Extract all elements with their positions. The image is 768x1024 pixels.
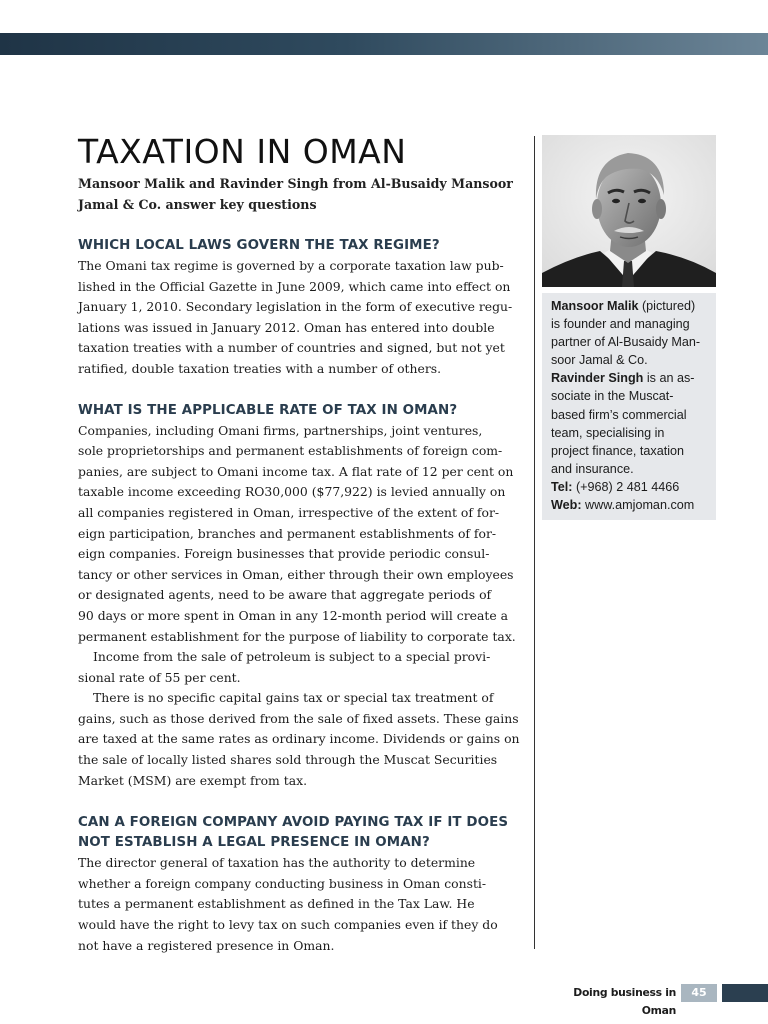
bio-name: Mansoor Malik	[551, 299, 639, 313]
section-question	[78, 401, 526, 421]
tel-value: (+968) 2 481 4466	[572, 479, 680, 494]
text-line: sional rate of 55 per cent.	[78, 669, 241, 685]
answer-paragraph	[78, 647, 526, 688]
text-line: or designated agents, need to be aware that aggregate periods of	[78, 587, 492, 603]
text-line: whether a foreign company conducting business in Oman consti-	[78, 875, 487, 891]
text-line: eign companies. Foreign businesses that provide periodic consul-	[78, 546, 490, 562]
qa-section-legal-presence	[78, 813, 526, 956]
author-photo	[542, 135, 716, 287]
text-line: lished in the Official Gazette in June 2009, which came into effect on	[78, 278, 511, 294]
text-line: gains, such as those derived from the sale of fixed assets. These gains	[78, 710, 519, 726]
text-line: Market (MSM) are exempt from tax.	[78, 772, 308, 788]
text-line: The director general of taxation has the authority to determine	[78, 855, 476, 871]
bio-text: based firm’s commercial	[551, 407, 687, 422]
answer-paragraph	[78, 688, 526, 791]
question-line: WHAT IS THE APPLICABLE RATE OF TAX IN OMAN?	[78, 402, 458, 418]
section-question	[78, 813, 526, 853]
text-line: lations was issued in January 2012. Oman has entered into double	[78, 319, 495, 335]
portrait-illustration	[542, 135, 716, 287]
text-line: the sale of locally listed shares sold through the Muscat Securities	[78, 752, 498, 768]
bio-text: partner of Al-Busaidy Man-	[551, 335, 701, 350]
text-line: 90 days or more spent in Oman in any 12-month period will create a	[78, 607, 509, 623]
bio-text: sociate in the Muscat-	[551, 389, 674, 404]
text-line: panies, are subject to Omani income tax. A flat rate of 12 per cent on	[78, 463, 514, 479]
text-line: eign participation, branches and permanent establishments of for-	[78, 525, 497, 541]
text-line: are taxed at the same rates as ordinary income. Dividends or gains on	[78, 731, 520, 747]
question-line: NOT ESTABLISH A LEGAL PRESENCE IN OMAN?	[78, 835, 430, 851]
page-number: 45	[681, 984, 717, 1002]
bio-text: soor Jamal & Co.	[551, 353, 648, 368]
bio-text: and insurance.	[551, 461, 634, 476]
bio-singh	[551, 369, 708, 478]
bio-text: is founder and managing	[551, 317, 690, 332]
text-line: There is no specific capital gains tax or special tax treatment of	[93, 690, 494, 706]
text-line: not have a registered presence in Oman.	[78, 937, 335, 953]
qa-section-legal-framework	[78, 236, 526, 380]
text-line: all companies registered in Oman, irrespective of the extent of for-	[78, 504, 500, 520]
contact-telephone	[551, 478, 708, 496]
text-line: January 1, 2010. Secondary legislation in the form of executive regu-	[78, 299, 513, 315]
author-bio-box	[542, 293, 716, 520]
question-line: CAN A FOREIGN COMPANY AVOID PAYING TAX IF IT DOES	[78, 815, 509, 831]
text-line: tutes a permanent establishment as defined in the Tax Law. He	[78, 896, 475, 912]
web-label: Web:	[551, 498, 582, 513]
text-line: sole proprietorships and permanent establishments of foreign com-	[78, 443, 503, 459]
article	[78, 133, 526, 956]
article-title: TAXATION IN OMAN	[78, 132, 407, 171]
footer-bar	[722, 984, 768, 1002]
bio-name: Ravinder Singh	[551, 371, 644, 386]
text-line: Income from the sale of petroleum is subject to a special provi-	[93, 649, 491, 665]
bio-text: (pictured)	[638, 299, 696, 313]
answer-paragraph	[78, 853, 526, 956]
text-line: ratified, double taxation treaties with a number of others.	[78, 360, 442, 376]
standfirst-line: Mansoor Malik and Ravinder Singh from Al-Busaidy Mansoor	[78, 176, 513, 191]
answer-paragraph	[78, 256, 526, 380]
tel-label: Tel:	[551, 479, 573, 494]
text-line: The Omani tax regime is governed by a corporate taxation law pub-	[78, 258, 504, 273]
web-link[interactable]: www.amjoman.com	[581, 498, 695, 513]
qa-section-tax-rate	[78, 401, 526, 792]
text-line: permanent establishment for the purpose of liability to corporate tax.	[78, 628, 516, 644]
bio-malik	[551, 297, 708, 369]
bio-text: project finance, taxation	[551, 443, 685, 458]
publication-name: Doing business in Oman	[573, 986, 676, 1017]
column-divider	[534, 136, 535, 949]
standfirst	[78, 173, 526, 215]
text-line: taxation treaties with a number of countries and signed, but not yet	[78, 340, 505, 356]
section-question	[78, 236, 526, 256]
contact-website	[551, 496, 708, 514]
text-line: would have the right to levy tax on such companies even if they do	[78, 917, 498, 933]
answer-paragraph	[78, 421, 526, 648]
text-line: taxable income exceeding RO30,000 ($77,922) is levied annually on	[78, 484, 506, 500]
text-line: tancy or other services in Oman, either through their own employees	[78, 566, 514, 582]
bio-text: team, specialising in	[551, 425, 665, 440]
bio-text: is an as-	[643, 371, 695, 386]
standfirst-line: Jamal & Co. answer key questions	[78, 197, 317, 212]
text-line: Companies, including Omani firms, partnerships, joint ventures,	[78, 422, 483, 438]
top-banner-bar	[0, 33, 768, 55]
question-line: WHICH LOCAL LAWS GOVERN THE TAX REGIME?	[78, 238, 440, 253]
